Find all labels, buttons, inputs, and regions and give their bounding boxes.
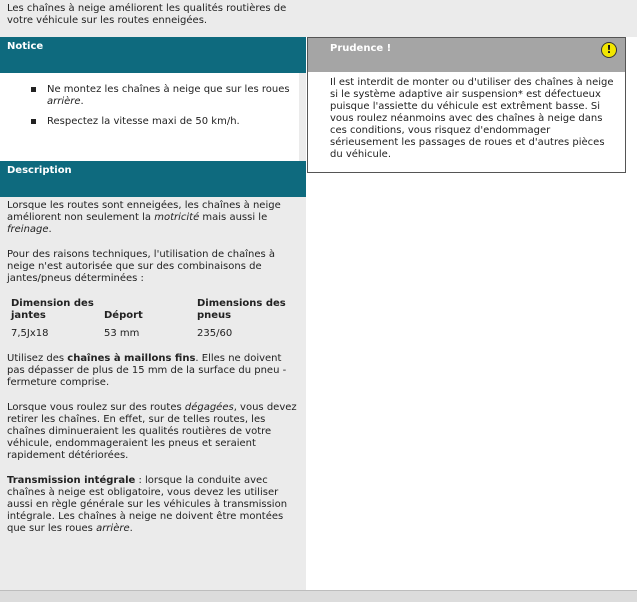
bullet-icon (31, 119, 36, 124)
description-paragraph: Lorsque les routes sont enneigées, les chaînes à neige améliorent non seulement la motricité mais aussi le freinage. (7, 200, 281, 235)
table-header-row (7, 298, 297, 328)
rim-tire-table (7, 298, 297, 340)
notice-body (0, 73, 299, 161)
description-paragraph: Pour des raisons techniques, l'utilisation de chaînes à neige n'est autorisée que sur des combinaisons de jantes/pneus déterminées : (7, 249, 276, 284)
description-paragraph: Transmission intégrale : lorsque la conduite avec chaînes à neige est obligatoire, vous devez les utiliser aussi en règle générale sur les véhicules à transmission intégrale. Les chaînes à neige ne doivent être montées que sur les roues arrière. (7, 475, 288, 534)
description-heading: Description (0, 161, 306, 197)
notice-list (31, 84, 296, 136)
intro-text: Les chaînes à neige améliorent les qualités routières de votre véhicule sur les routes enneigées. (7, 3, 287, 26)
table-row (7, 328, 297, 340)
description-paragraph: Lorsque vous roulez sur des routes dégagées, vous devez retirer les chaînes. En effet, sur de telles routes, les chaînes diminueraient les qualités routières de votre véhicule, endommageraient les pneus et seraient rapidement détériorées. (7, 402, 297, 461)
table-header-cell: Dimensions des pneus (197, 298, 286, 321)
caution-text: Il est interdit de monter ou d'utiliser des chaînes à neige si le système adaptive air suspension* est défectueux puisque l'assiette du véhicule est extrêment basse. Si vous roulez néanmoins avec des chaînes à neige dans ces conditions, vous risquez d'endommager sérieusement les passages de roues et d'autres pièces du véhicule. (330, 77, 614, 160)
bullet-icon (31, 87, 36, 92)
horizontal-scrollbar[interactable] (0, 590, 637, 602)
description-body (7, 200, 297, 548)
notice-item: Ne montez les chaînes à neige que sur les roues arrière. (31, 84, 296, 108)
warning-icon: ! (601, 42, 617, 58)
description-paragraph: Utilisez des chaînes à maillons fins. Elles ne doivent pas dépasser de plus de 15 mm de la surface du pneu - fermeture comprise. (7, 353, 287, 388)
right-header-band (306, 0, 637, 37)
table-cell: 53 mm (104, 328, 140, 339)
table-cell: 235/60 (197, 328, 233, 339)
table-header-cell: Déport (104, 310, 143, 321)
table-cell: 7,5Jx18 (11, 328, 49, 339)
caution-header (308, 38, 625, 72)
caution-title: Prudence ! (330, 43, 392, 54)
caution-box (307, 37, 626, 173)
notice-heading: Notice (0, 37, 306, 73)
notice-item: Respectez la vitesse maxi de 50 km/h. (31, 116, 296, 128)
table-header-cell: Dimension des jantes (11, 298, 94, 321)
